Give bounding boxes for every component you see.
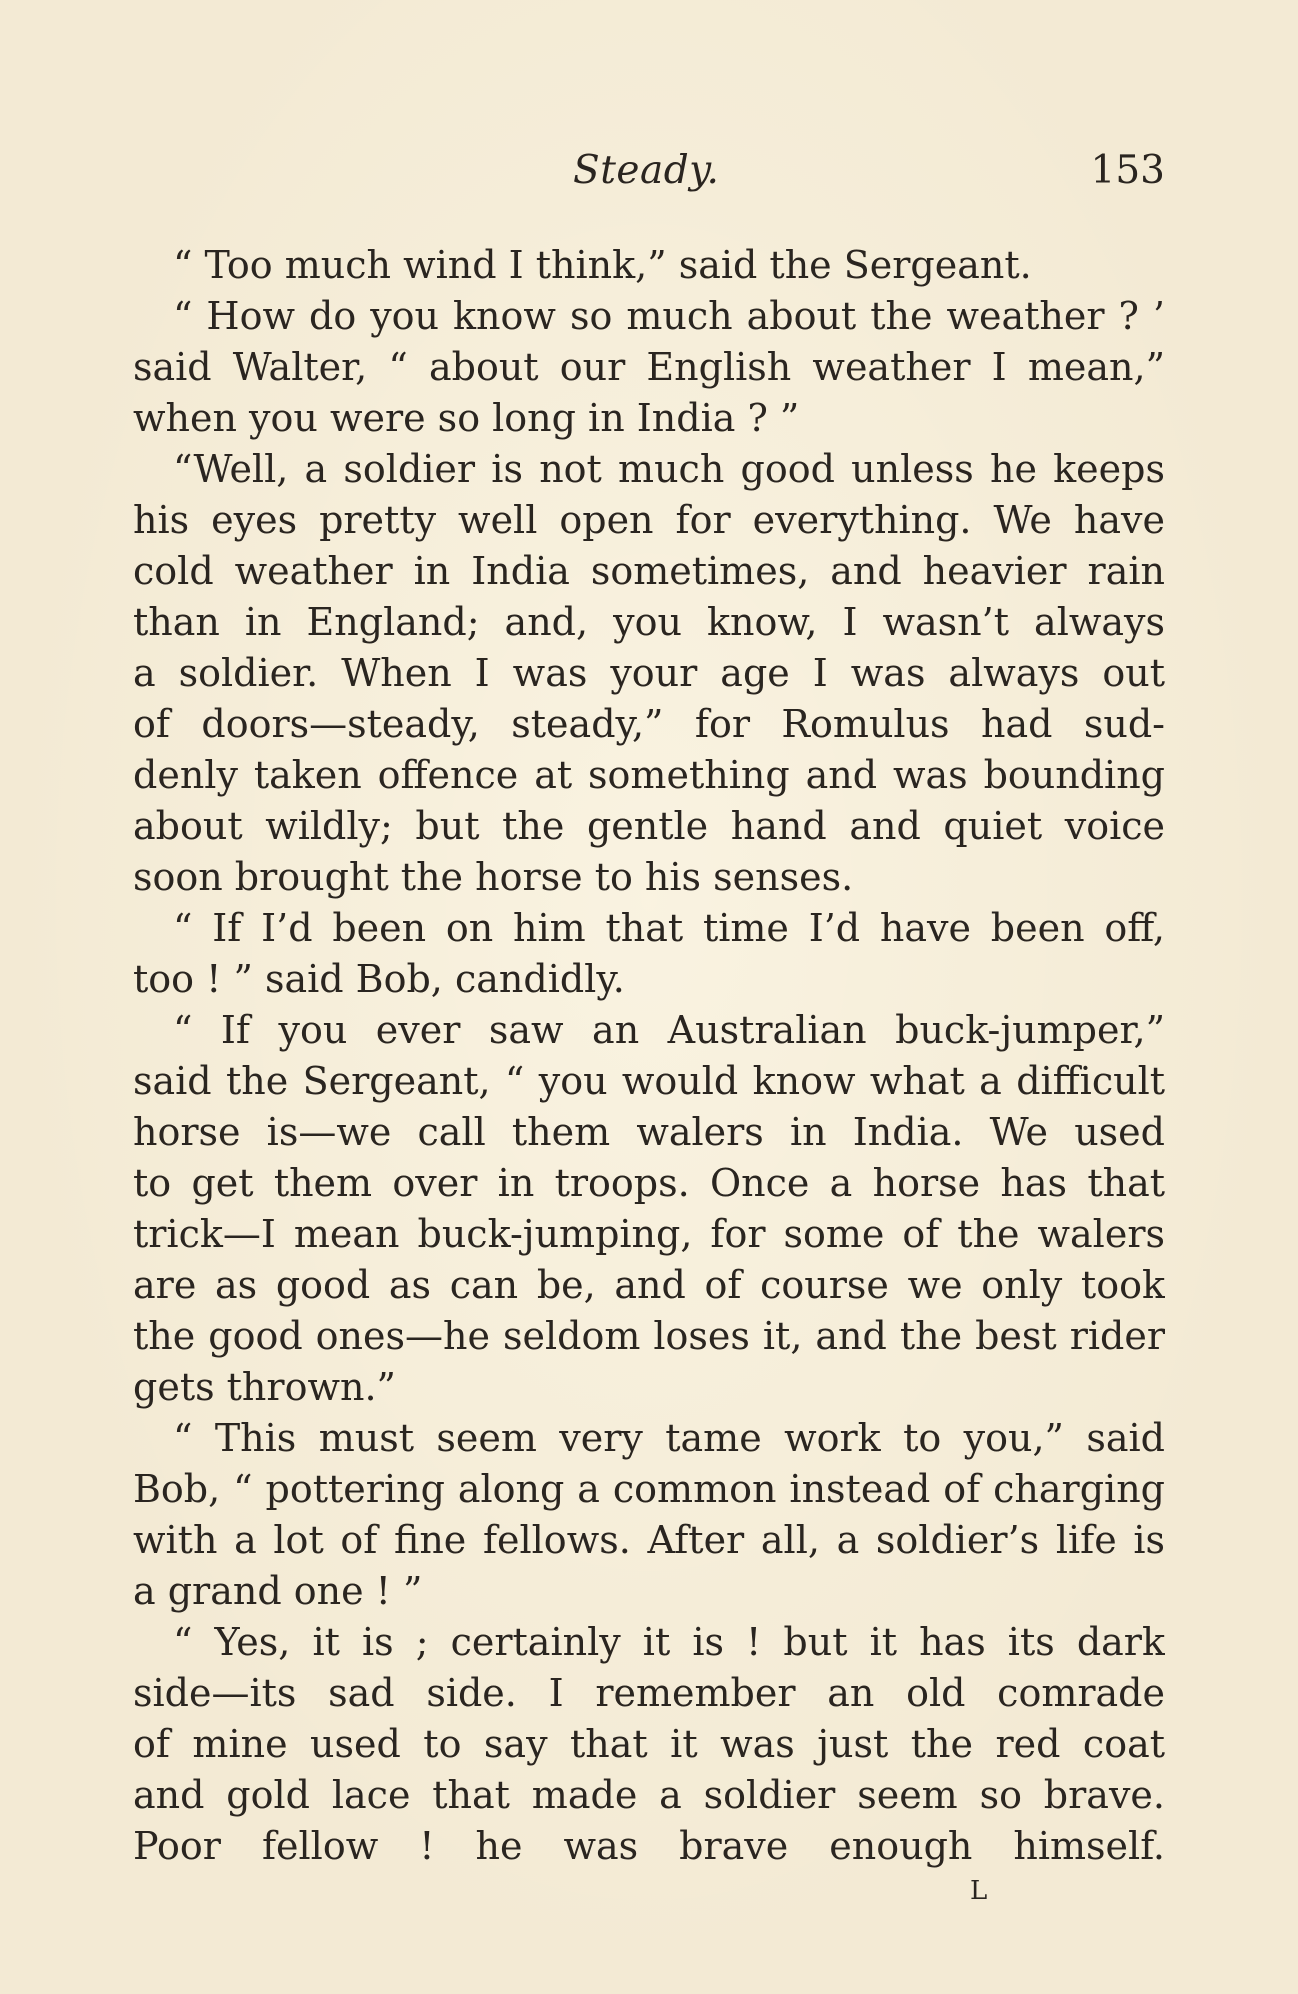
text-line: denly taken offence at something and was bounding [133, 753, 1165, 797]
text-line: a soldier. When I was your age I was always out [133, 651, 1165, 695]
text-line: “ How do you know so much about the weather ? ’ [173, 294, 1165, 338]
page-number: 153 [1090, 148, 1165, 193]
text-line: “Well, a soldier is not much good unless he keeps [173, 447, 1165, 491]
text-line: a grand one ! ” [133, 1569, 423, 1613]
text-line: his eyes pretty well open for everything. We have [133, 498, 1165, 542]
text-line: Bob, “ pottering along a common instead of charging [133, 1467, 1165, 1511]
text-line: about wildly; but the gentle hand and quiet voice [133, 804, 1165, 848]
running-head [133, 148, 1165, 204]
text-line: “ Too much wind I think,” said the Sergeant. [173, 243, 1032, 287]
text-line: the good ones—he seldom loses it, and the best rider [133, 1314, 1165, 1358]
signature-mark: L [970, 1876, 989, 1906]
text-line: too ! ” said Bob, candidly. [133, 957, 625, 1001]
text-line: “ This must seem very tame work to you,” said [173, 1416, 1165, 1460]
text-line: gets thrown.” [133, 1365, 396, 1409]
text-line: and gold lace that made a soldier seem so brave. [133, 1773, 1165, 1817]
text-line: “ If I’d been on him that time I’d have been off, [173, 906, 1165, 950]
text-line: with a lot of fine fellows. After all, a soldier’s life is [133, 1518, 1165, 1562]
running-title: Steady. [573, 148, 720, 193]
text-line: trick—I mean buck-jumping, for some of the walers [133, 1212, 1165, 1256]
text-line: “ Yes, it is ; certainly it is ! but it has its dark [173, 1620, 1165, 1664]
text-line: said Walter, “ about our English weather I mean,” [133, 345, 1165, 389]
body-text [133, 240, 1165, 1872]
text-line: when you were so long in India ? ” [133, 396, 800, 440]
text-line: than in England; and, you know, I wasn’t always [133, 600, 1165, 644]
text-line: side—its sad side. I remember an old comrade [133, 1671, 1165, 1715]
text-line: cold weather in India sometimes, and heavier rain [133, 549, 1165, 593]
text-line: “ If you ever saw an Australian buck-jumper,” [173, 1008, 1165, 1052]
text-line: Poor fellow ! he was brave enough himself. [133, 1824, 1165, 1868]
text-line: horse is—we call them walers in India. We used [133, 1110, 1165, 1154]
text-line: of mine used to say that it was just the red coat [133, 1722, 1165, 1766]
text-line: of doors—steady, steady,” for Romulus had sud- [133, 702, 1165, 746]
text-line: soon brought the horse to his senses. [133, 855, 854, 899]
text-line: to get them over in troops. Once a horse has that [133, 1161, 1165, 1205]
text-line: said the Sergeant, “ you would know what a difficult [133, 1059, 1165, 1103]
text-line: are as good as can be, and of course we only took [133, 1263, 1165, 1307]
